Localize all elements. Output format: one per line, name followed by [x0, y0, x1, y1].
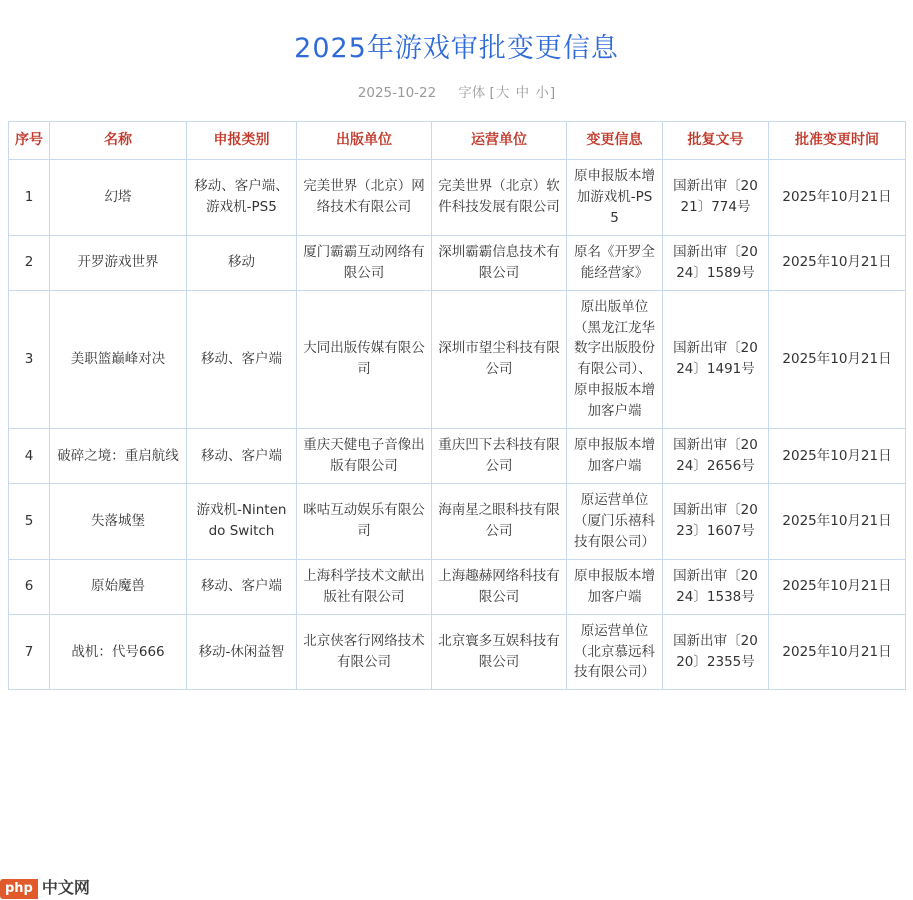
cell-no: 6: [9, 559, 50, 614]
cell-name: 开罗游戏世界: [50, 235, 187, 290]
cell-operator: 海南星之眼科技有限公司: [432, 483, 567, 559]
cell-no: 3: [9, 290, 50, 429]
column-header-name: 名称: [50, 122, 187, 160]
table-row: [9, 559, 906, 614]
cell-operator: 上海趣赫网络科技有限公司: [432, 559, 567, 614]
page-title: 2025年游戏审批变更信息: [294, 33, 619, 64]
cell-publisher: 咪咕互动娱乐有限公司: [297, 483, 432, 559]
column-header-change: 变更信息: [567, 122, 663, 160]
cell-doc-no: 国新出审〔2021〕774号: [663, 160, 769, 236]
bracket-close: ]: [549, 85, 556, 101]
column-header-date: 批准变更时间: [769, 122, 906, 160]
fontsize-large-link[interactable]: 大: [495, 85, 510, 101]
cell-change: 原出版单位（黑龙江龙华数字出版股份有限公司）、原申报版本增加客户端: [567, 290, 663, 429]
cell-doc-no: 国新出审〔2023〕1607号: [663, 483, 769, 559]
table-row: [9, 483, 906, 559]
meta-bar: [0, 81, 913, 121]
watermark-text: 中文网: [38, 877, 96, 900]
cell-publisher: 重庆天健电子音像出版有限公司: [297, 429, 432, 484]
cell-no: 7: [9, 614, 50, 690]
cell-doc-no: 国新出审〔2020〕2355号: [663, 614, 769, 690]
publish-date: 2025-10-22: [357, 85, 437, 101]
cell-doc-no: 国新出审〔2024〕1538号: [663, 559, 769, 614]
cell-doc-no: 国新出审〔2024〕1589号: [663, 235, 769, 290]
cell-change: 原申报版本增加客户端: [567, 429, 663, 484]
cell-name: 破碎之境：重启航线: [50, 429, 187, 484]
php-logo-icon: php: [0, 879, 38, 899]
cell-date: 2025年10月21日: [769, 614, 906, 690]
column-header-publisher: 出版单位: [297, 122, 432, 160]
cell-date: 2025年10月21日: [769, 235, 906, 290]
cell-operator: 完美世界（北京）软件科技发展有限公司: [432, 160, 567, 236]
table-row: [9, 429, 906, 484]
cell-doc-no: 国新出审〔2024〕1491号: [663, 290, 769, 429]
table-row: [9, 160, 906, 236]
cell-date: 2025年10月21日: [769, 160, 906, 236]
cell-publisher: 北京侠客行网络技术有限公司: [297, 614, 432, 690]
column-header-doc-no: 批复文号: [663, 122, 769, 160]
cell-name: 失落城堡: [50, 483, 187, 559]
fontsize-small-link[interactable]: 小: [535, 85, 549, 101]
site-watermark: [0, 877, 96, 900]
cell-date: 2025年10月21日: [769, 483, 906, 559]
cell-change: 原申报版本增加客户端: [567, 559, 663, 614]
table-row: [9, 614, 906, 690]
cell-category: 移动、客户端: [187, 429, 297, 484]
cell-category: 游戏机-Nintendo Switch: [187, 483, 297, 559]
column-header-no: 序号: [9, 122, 50, 160]
cell-category: 移动-休闲益智: [187, 614, 297, 690]
cell-change: 原运营单位（厦门乐禧科技有限公司）: [567, 483, 663, 559]
cell-category: 移动、客户端: [187, 559, 297, 614]
cell-category: 移动: [187, 235, 297, 290]
fontsize-label: 字体: [458, 85, 486, 101]
cell-name: 原始魔兽: [50, 559, 187, 614]
cell-category: 移动、客户端: [187, 290, 297, 429]
cell-category: 移动、客户端、游戏机-PS5: [187, 160, 297, 236]
cell-publisher: 厦门霸霸互动网络有限公司: [297, 235, 432, 290]
cell-date: 2025年10月21日: [769, 559, 906, 614]
cell-change: 原申报版本增加游戏机-PS5: [567, 160, 663, 236]
bracket-open: [: [489, 85, 495, 101]
fontsize-medium-link[interactable]: 中: [515, 85, 530, 101]
cell-date: 2025年10月21日: [769, 429, 906, 484]
cell-operator: 重庆凹下去科技有限公司: [432, 429, 567, 484]
cell-date: 2025年10月21日: [769, 290, 906, 429]
approval-change-table: [8, 121, 906, 690]
cell-publisher: 完美世界（北京）网络技术有限公司: [297, 160, 432, 236]
column-header-operator: 运营单位: [432, 122, 567, 160]
table-header-row: [9, 122, 906, 160]
cell-no: 2: [9, 235, 50, 290]
cell-no: 1: [9, 160, 50, 236]
cell-operator: 深圳霸霸信息技术有限公司: [432, 235, 567, 290]
table-row: [9, 235, 906, 290]
cell-name: 战机：代号666: [50, 614, 187, 690]
table-row: [9, 290, 906, 429]
cell-no: 4: [9, 429, 50, 484]
column-header-category: 申报类别: [187, 122, 297, 160]
fontsize-options: [485, 85, 555, 101]
cell-no: 5: [9, 483, 50, 559]
cell-name: 美职篮巅峰对决: [50, 290, 187, 429]
cell-operator: 北京寰多互娱科技有限公司: [432, 614, 567, 690]
cell-publisher: 大同出版传媒有限公司: [297, 290, 432, 429]
cell-operator: 深圳市望尘科技有限公司: [432, 290, 567, 429]
table-container: [0, 121, 913, 690]
cell-change: 原名《开罗全能经营家》: [567, 235, 663, 290]
cell-publisher: 上海科学技术文献出版社有限公司: [297, 559, 432, 614]
cell-change: 原运营单位（北京慕远科技有限公司）: [567, 614, 663, 690]
cell-doc-no: 国新出审〔2024〕2656号: [663, 429, 769, 484]
cell-name: 幻塔: [50, 160, 187, 236]
